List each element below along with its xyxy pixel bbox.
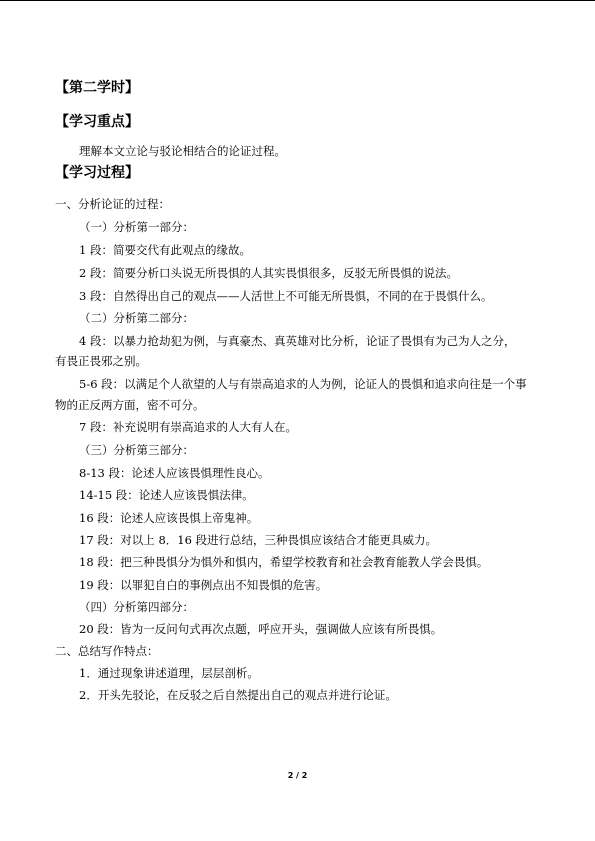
part3-item: 8-13 段：论述人应该畏惧理性良心。 [79, 466, 270, 480]
part2-item-continuation: 物的正反两方面，密不可分。 [55, 398, 205, 412]
heading-lesson: 【第二学时】 [55, 80, 139, 96]
part1-title: （一）分析第一部分： [79, 220, 194, 234]
part3-title: （三）分析第三部分： [79, 443, 194, 457]
part2-item-continuation: 有畏正畏邪之别。 [55, 354, 147, 368]
part4-item: 20 段：皆为一反问句式再次点题，呼应开头，强调做人应该有所畏惧。 [79, 622, 443, 636]
section2-title: 二、总结写作特点： [55, 644, 159, 658]
focus-text: 理解本文立论与驳论相结合的论证过程。 [79, 144, 286, 158]
part3-item: 19 段：以罪犯自白的事例点出不知畏惧的危害。 [79, 578, 328, 592]
part2-title: （二）分析第二部分： [79, 311, 194, 325]
part2-item: 7 段：补充说明有崇高追求的人大有人在。 [79, 420, 297, 434]
part2-item: 5-6 段：以满足个人欲望的人与有崇高追求的人为例，论证人的畏惧和追求向往是一个事 [79, 377, 527, 391]
section2-item: 1．通过现象讲述道理，层层剖析。 [79, 666, 259, 680]
page-number: 2 / 2 [287, 771, 308, 780]
section2-item: 2．开头先驳论，在反驳之后自然提出自己的观点并进行论证。 [79, 688, 397, 702]
part2-item: 4 段：以暴力抢劫犯为例，与真豪杰、真英雄对比分析，论证了畏惧有为己为人之分， [79, 334, 516, 348]
section1-title: 一、分析论证的过程： [55, 197, 170, 211]
heading-process: 【学习过程】 [55, 165, 139, 181]
part3-item: 18 段：把三种畏惧分为惧外和惧内，希望学校教育和社会教育能教人学会畏惧。 [79, 555, 489, 569]
part3-item: 16 段：论述人应该畏惧上帝鬼神。 [79, 511, 259, 525]
part3-item: 14-15 段：论述人应该畏惧法律。 [79, 488, 254, 502]
heading-focus: 【学习重点】 [55, 114, 139, 130]
part4-title: （四）分析第四部分： [79, 600, 194, 614]
part1-item: 3 段：自然得出自己的观点——人活世上不可能无所畏惧，不同的在于畏惧什么。 [79, 289, 493, 303]
part1-item: 1 段：简要交代有此观点的缘故。 [79, 243, 251, 257]
part1-item: 2 段：简要分析口头说无所畏惧的人其实畏惧很多，反驳无所畏惧的说法。 [79, 266, 458, 280]
part3-item: 17 段：对以上 8．16 段进行总结，三种畏惧应该结合才能更具威力。 [79, 533, 438, 547]
